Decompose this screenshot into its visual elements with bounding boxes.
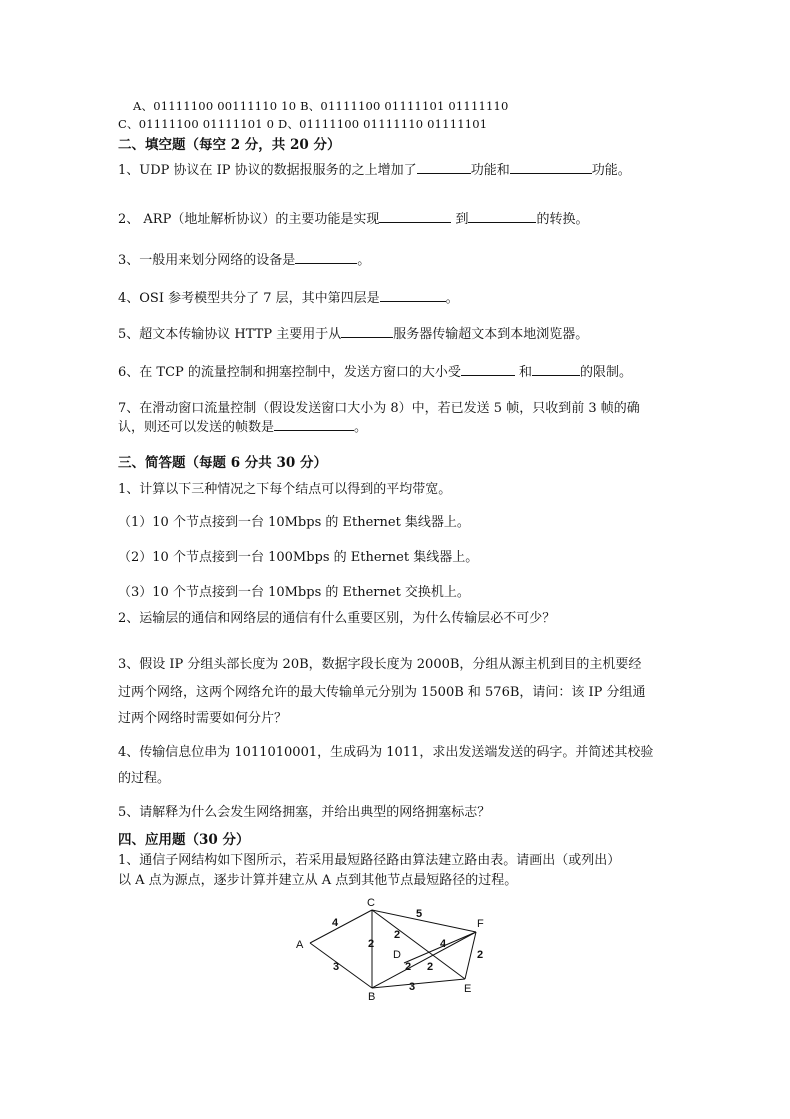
application-question-1-line-1: 1、通信子网结构如下图所示，若采用最短路径路由算法建立路由表。请画出（或列出） [118,853,621,868]
short-question-1-case-1: （1）10 个节点接到一台 10Mbps 的 Ethernet 集线器上。 [118,515,470,530]
weight-f-e: 2 [477,949,484,961]
weight-d-e: 2 [427,961,434,973]
node-e-label: E [464,983,472,995]
short-question-5: 5、请解释为什么会发生网络拥塞，并给出典型的网络拥塞标志？ [118,805,491,820]
section-heading-fill-blank: 二、填空题（每空 2 分，共 20 分） [118,137,341,153]
short-question-3-line-2: 过两个网络，这两个网络允许的最大传输单元分别为 1500B 和 576B，请问：该 IP 分组通 [118,685,646,700]
short-question-4-line-1: 4、传输信息位串为 1011010001，生成码为 1011，求出发送端发送的码字。并简述其校验 [118,745,654,760]
fill-question-2: 2、 ARP（地址解析协议）的主要功能是实现 到 的转换。 [118,208,588,227]
fill-question-5: 5、超文本传输协议 HTTP 主要用于从 服务器传输超文本到本地浏览器。 [118,323,588,342]
node-b-label: B [368,991,376,1003]
fill-question-3: 3、一般用来划分网络的设备是 。 [118,249,370,268]
node-c-label: C [367,897,375,909]
weight-c-f: 5 [416,908,423,920]
weight-d-f: 4 [440,938,447,950]
fill-question-6: 6、在 TCP 的流量控制和拥塞控制中，发送方窗口的大小受 和 的限制。 [118,361,632,380]
node-a-label: A [296,939,304,951]
fill-question-4: 4、OSI 参考模型共分了 7 层，其中第四层是 。 [118,287,459,306]
edge-f-e [465,932,476,979]
option-line-1: A、01111100 00111110 10 B、01111100 01111101 01111110 [133,99,509,113]
edge-a-c [310,910,372,943]
fill-question-7-line-2: 认，则还可以发送的帧数是 。 [118,416,367,435]
fill-question-7-line-1: 7、在滑动窗口流量控制（假设发送窗口大小为 8）中，若已发送 5 帧，只收到前 3 帧的确 [118,401,640,416]
weight-b-e: 3 [409,981,416,993]
short-question-3-line-3: 过两个网络时需要如何分片？ [118,711,288,726]
edge-a-b [310,943,372,988]
section-heading-short-answer: 三、简答题（每题 6 分共 30 分） [118,455,327,471]
edge-c-e [372,910,465,979]
weight-c-b: 2 [368,938,375,950]
weight-a-b: 3 [333,961,340,973]
section-heading-application: 四、应用题（30 分） [118,832,250,848]
weight-b-f: 2 [405,961,412,973]
short-question-2: 2、运输层的通信和网络层的通信有什么重要区别，为什么传输层必不可少？ [118,611,556,626]
weight-c-e: 2 [394,929,401,941]
short-question-1: 1、计算以下三种情况之下每个结点可以得到的平均带宽。 [118,482,452,497]
short-question-4-line-2: 的过程。 [118,771,171,786]
option-line-2: C、01111100 01111101 0 D、01111100 01111110 01111101 [118,117,488,131]
node-d-label: D [393,949,401,961]
short-question-3-line-1: 3、假设 IP 分组头部长度为 20B，数据字段长度为 2000B，分组从源主机到目的主机要经 [118,657,642,672]
fill-question-1: 1、UDP 协议在 IP 协议的数据报服务的之上增加了 功能和 功能。 [118,159,631,178]
short-question-1-case-2: （2）10 个节点接到一台 100Mbps 的 Ethernet 集线器上。 [118,550,479,565]
short-question-1-case-3: （3）10 个节点接到一台 10Mbps 的 Ethernet 交换机上。 [118,585,470,600]
weight-a-c: 4 [332,917,339,929]
node-f-label: F [477,918,484,930]
application-question-1-line-2: 以 A 点为源点，逐步计算并建立从 A 点到其他节点最短路径的过程。 [118,873,518,888]
